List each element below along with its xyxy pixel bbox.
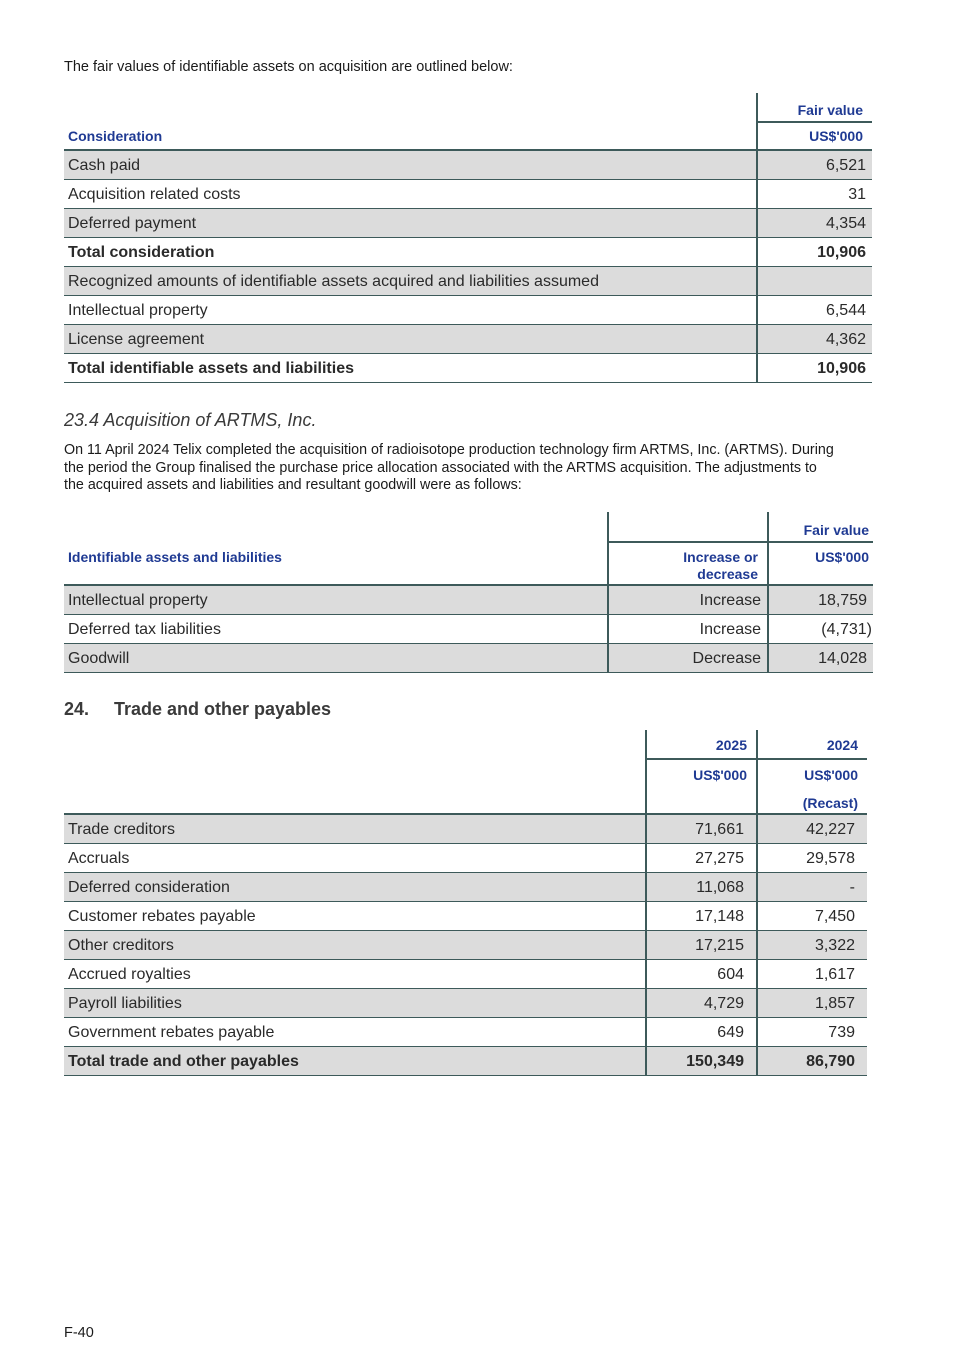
year-2025-header: 2025 bbox=[715, 737, 747, 753]
table-row: Deferred tax liabilities Increase (4,731) bbox=[64, 615, 873, 644]
table-row: Deferred payment 4,354 bbox=[64, 209, 872, 238]
total-row: Total trade and other payables 150,349 86,790 bbox=[64, 1047, 867, 1076]
table-row: Deferred consideration 11,068 - bbox=[64, 873, 867, 902]
table-row: Other creditors 17,215 3,322 bbox=[64, 931, 867, 960]
table-row: Recognized amounts of identifiable assets acquired and liabilities assumed bbox=[64, 267, 872, 296]
table-row: License agreement 4,362 bbox=[64, 325, 872, 354]
currency-2024-header: US$'000 bbox=[804, 767, 858, 783]
table-row: Acquisition related costs 31 bbox=[64, 180, 872, 209]
trade-payables-table bbox=[64, 730, 867, 1077]
currency-2025-header: US$'000 bbox=[693, 767, 747, 783]
section-paragraph: On 11 April 2024 Telix completed the acquisition of radioisotope production technology firm ARTMS, Inc. (ARTMS). During the period the Group finalised the purchase price allocation associated with the ARTMS acquisition. The adjustments to the acquired assets and liabilities and resultant goodwill were as follows: bbox=[64, 442, 834, 493]
table-row: Accrued royalties 604 1,617 bbox=[64, 960, 867, 989]
artms-adjustments-table bbox=[64, 512, 873, 674]
fair-value-header: Fair value bbox=[797, 102, 863, 118]
table-row: Goodwill Decrease 14,028 bbox=[64, 644, 873, 673]
table-row: Accruals 27,275 29,578 bbox=[64, 844, 867, 873]
table-row: Intellectual property Increase 18,759 bbox=[64, 586, 873, 615]
fair-value-header: Fair value bbox=[803, 522, 869, 538]
section-heading-23-4: 23.4 Acquisition of ARTMS, Inc. bbox=[64, 410, 317, 430]
total-row: Total identifiable assets and liabilities 10,906 bbox=[64, 354, 872, 383]
total-row: Total consideration 10,906 bbox=[64, 238, 872, 267]
consideration-table bbox=[64, 93, 872, 384]
table-row: Customer rebates payable 17,148 7,450 bbox=[64, 902, 867, 931]
section-heading-24: 24. Trade and other payables bbox=[64, 699, 332, 719]
intro-text: The fair values of identifiable assets on acquisition are outlined below: bbox=[64, 59, 513, 75]
currency-header: US$'000 bbox=[815, 549, 869, 565]
increase-decrease-header: Increase or decrease bbox=[683, 549, 758, 582]
consideration-header: Consideration bbox=[68, 128, 163, 144]
table-row: Government rebates payable 649 739 bbox=[64, 1018, 867, 1047]
identifiable-assets-header: Identifiable assets and liabilities bbox=[68, 549, 282, 565]
table-row: Trade creditors 71,661 42,227 bbox=[64, 815, 867, 844]
table-row: Intellectual property 6,544 bbox=[64, 296, 872, 325]
recast-label: (Recast) bbox=[802, 795, 858, 811]
table-row: Payroll liabilities 4,729 1,857 bbox=[64, 989, 867, 1018]
table-row: Cash paid 6,521 bbox=[64, 151, 872, 180]
currency-header: US$'000 bbox=[809, 128, 863, 144]
year-2024-header: 2024 bbox=[826, 737, 858, 753]
page-number: F-40 bbox=[64, 1325, 94, 1341]
